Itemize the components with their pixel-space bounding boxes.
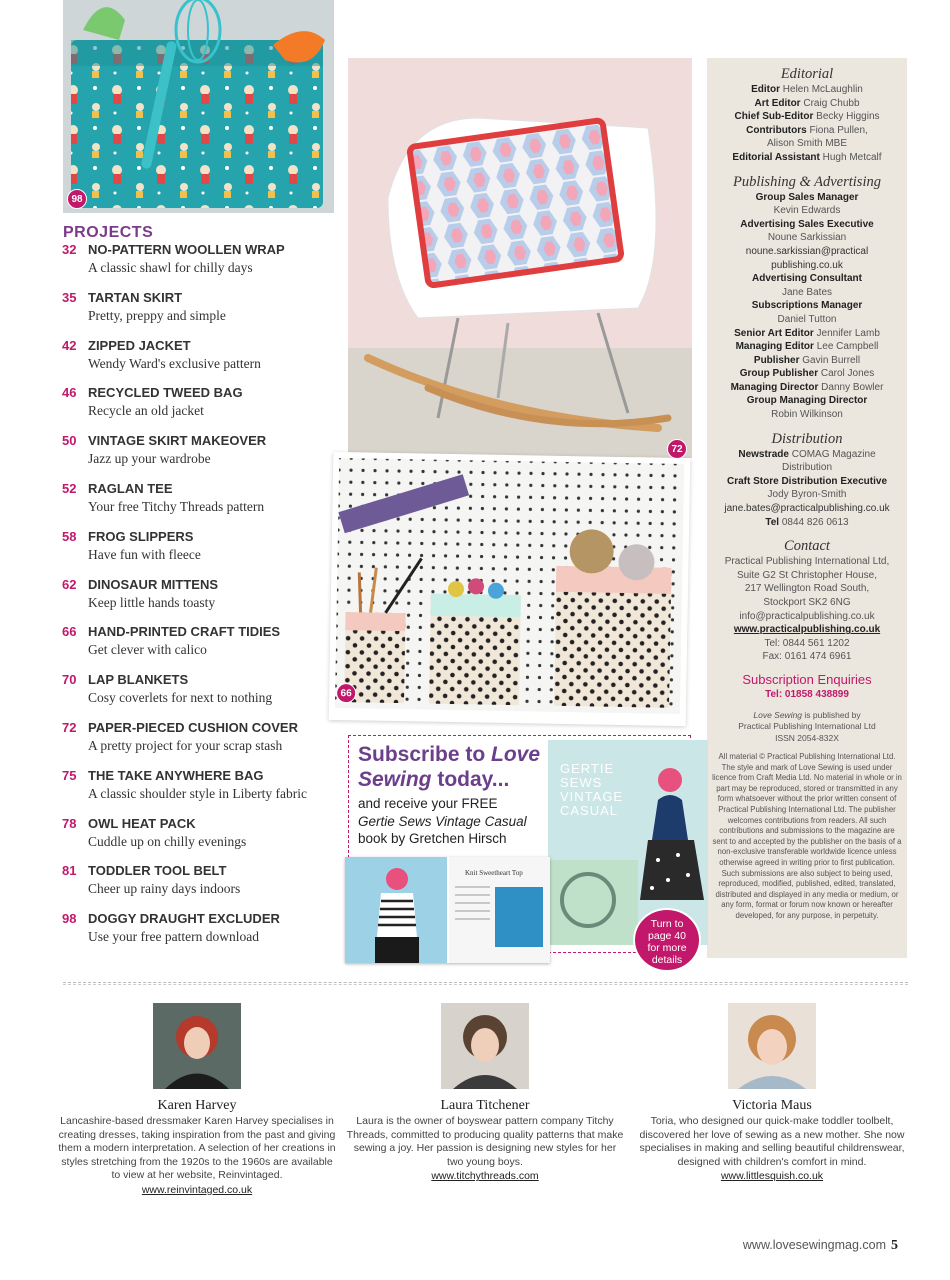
list-item[interactable] <box>62 338 337 386</box>
apron-photo <box>63 0 334 213</box>
contact-website-link[interactable]: www.practicalpublishing.co.uk <box>733 624 881 636</box>
contributor-bio: Laura is the owner of boyswear pattern company Titchy Threads, committed to producing quality patterns that make sewing a joy. Her passion is designing new styles for her two young boys. <box>346 1115 624 1168</box>
project-page: 66 <box>62 624 77 640</box>
list-item[interactable] <box>62 242 337 290</box>
credit-contributors: Contributors Fiona Pullen, <box>746 124 868 136</box>
book-title: GERTIE SEWS VINTAGE CASUAL <box>560 761 624 818</box>
project-desc: Have fun with fleece <box>88 546 201 562</box>
list-item[interactable] <box>62 385 337 433</box>
projects-heading: PROJECTS <box>63 224 154 241</box>
project-title: HAND-PRINTED CRAFT TIDIES <box>88 624 281 640</box>
credit-gmd-name: Robin Wilkinson <box>771 409 843 421</box>
credit-subs-name: Daniel Tutton <box>777 313 837 325</box>
list-item[interactable] <box>62 720 337 768</box>
project-page: 42 <box>62 337 77 353</box>
credit-art-editor: Art Editor Craig Chubb <box>754 97 860 109</box>
page-number: 5 <box>891 1238 898 1253</box>
contact-email[interactable]: info@practicalpublishing.co.uk <box>739 610 875 622</box>
contact-tel: Tel: 0844 561 1202 <box>764 637 850 649</box>
credit-senior-art: Senior Art Editor Jennifer Lamb <box>734 327 880 339</box>
credit-adv-exec: Advertising Sales Executive <box>740 218 874 230</box>
contact-heading: Contact <box>784 538 830 555</box>
credit-editorial-assistant: Editorial Assistant Hugh Metcalf <box>732 151 882 163</box>
page-badge-98: 98 <box>67 189 87 209</box>
contact-line: Practical Publishing International Ltd, <box>724 556 890 568</box>
contact-line: Suite G2 St Christopher House, <box>736 569 878 581</box>
credit-adv-email[interactable]: noune.sarkissian@practical <box>745 245 869 257</box>
subscription-enquiries-heading: Subscription Enquiries <box>742 671 872 687</box>
project-page: 58 <box>62 528 77 544</box>
contact-line: Stockport SK2 6NG <box>763 597 851 608</box>
project-desc: Keep little hands toasty <box>88 594 216 610</box>
project-desc: Cheer up rainy days indoors <box>88 881 241 897</box>
project-title: FROG SLIPPERS <box>88 528 194 544</box>
project-title: VINTAGE SKIRT MAKEOVER <box>88 433 267 449</box>
project-title: RAGLAN TEE <box>88 480 173 496</box>
list-item[interactable] <box>62 433 337 481</box>
project-desc: A classic shawl for chilly days <box>88 260 253 275</box>
project-title: OWL HEAT PACK <box>88 815 196 831</box>
credit-contributors-cont: Alison Smith MBE <box>766 138 848 150</box>
project-title: NO-PATTERN WOOLLEN WRAP <box>88 242 285 257</box>
contributor-name: Victoria Maus <box>732 1098 812 1113</box>
contributor-website-link[interactable]: www.littlesquish.co.uk <box>720 1170 824 1183</box>
section-divider <box>63 982 908 985</box>
credit-craft-name: Jody Byron-Smith <box>767 489 847 501</box>
list-item[interactable] <box>62 290 337 338</box>
contributor-card <box>57 1003 337 1197</box>
project-title: PAPER-PIECED CUSHION COVER <box>88 719 298 735</box>
contact-line: 217 Wellington Road South, <box>744 583 870 595</box>
project-page: 78 <box>62 815 77 831</box>
page-badge-72: 72 <box>667 439 687 458</box>
project-desc: Cuddle up on chilly evenings <box>88 833 247 849</box>
contributor-name: Karen Harvey <box>157 1098 237 1113</box>
list-item[interactable] <box>62 672 337 720</box>
credit-adv-email-cont[interactable]: publishing.co.uk <box>771 259 843 271</box>
project-page: 32 <box>62 242 77 257</box>
book-spread-image <box>345 857 550 963</box>
imprint-line: Love Sewing is published by <box>753 709 861 720</box>
credit-gmd: Group Managing Director <box>746 395 868 407</box>
project-page: 62 <box>62 576 77 592</box>
project-title: TARTAN SKIRT <box>88 289 183 305</box>
imprint-publisher: Practical Publishing International Ltd <box>738 721 876 732</box>
project-title: THE TAKE ANYWHERE BAG <box>88 767 264 783</box>
project-page: 52 <box>62 480 77 496</box>
project-list <box>62 242 337 959</box>
credit-publisher: Publisher Gavin Burrell <box>753 354 861 366</box>
cushion-chair-photo <box>348 58 692 458</box>
project-desc: Use your free pattern download <box>88 929 259 945</box>
project-title: DOGGY DRAUGHT EXCLUDER <box>88 911 280 927</box>
credit-craft: Craft Store Distribution Executive <box>726 475 888 487</box>
project-title: ZIPPED JACKET <box>88 337 191 353</box>
project-page: 75 <box>62 767 77 783</box>
distribution-heading: Distribution <box>771 430 843 447</box>
project-desc: A pretty project for your scrap stash <box>88 737 283 753</box>
page-badge-66: 66 <box>336 683 356 703</box>
contributor-card <box>632 1003 912 1183</box>
project-page: 72 <box>62 719 77 735</box>
contributor-card <box>345 1003 625 1183</box>
legal-text: All material © Practical Publishing International Ltd. The style and mark of Love Sewing is used under licence from Craft Media Ltd. No material in whole or in part may be reproduced, stored or transmitted in any form whatsoever without the prior written consent of Practical Publishing International Ltd. The publisher welcomes contributions from readers. All such contributions and submissions to the magazine are sent to and accepted by the publisher on the basis of a non-exclusive transferable worldwide licence unless otherwise agreed in writing prior to first publication. Such submissions are also subject to being used, reproduced, modified, published, edited, translated, distributed and displayed in any media or medium, or any form, format or forum now known or hereafter developed, for any purpose, in perpetuity. <box>712 752 902 920</box>
publishing-heading: Publishing & Advertising <box>733 173 881 190</box>
subscribe-body: and receive your FREE Gertie Sews Vintage Casual book by Gretchen Hirsch <box>358 796 527 846</box>
project-desc: Get clever with calico <box>88 642 207 658</box>
editorial-sidebar <box>707 58 907 958</box>
craft-tidies-photo <box>329 452 691 726</box>
list-item[interactable] <box>62 481 337 529</box>
credit-newstrade: Newstrade COMAG Magazine <box>738 448 876 460</box>
contributor-website-link[interactable]: www.titchythreads.com <box>431 1170 539 1183</box>
project-desc: Recycle an old jacket <box>88 403 204 419</box>
contributor-bio: Lancashire-based dressmaker Karen Harvey specialises in creating dresses, taking inspiration from the past and giving them a modern interpretation. A selection of her creations in styles stretching from the 1920s to the 1960s are available to view at her website, Reinvintaged. <box>58 1115 336 1182</box>
list-item[interactable] <box>62 624 337 672</box>
turn-to-page-badge[interactable] <box>633 908 701 972</box>
contributor-bio: Toria, who designed our quick-make toddler toolbelt, discovered her love of sewing as a new mother. She now specialises in making and selling beautiful childrenswear, designed with children's comfort in mind. <box>639 1115 905 1168</box>
credit-adv-consult-name: Jane Bates <box>781 286 833 298</box>
editorial-heading: Editorial <box>780 66 834 82</box>
project-page: 98 <box>62 911 77 927</box>
footer <box>743 1238 898 1254</box>
project-desc: Wendy Ward's exclusive pattern <box>88 355 261 371</box>
list-item[interactable] <box>62 577 337 625</box>
contributor-name: Laura Titchener <box>440 1098 530 1113</box>
credit-adv-consult: Advertising Consultant <box>751 273 862 285</box>
avatar <box>441 1003 529 1089</box>
footer-url[interactable]: www.lovesewingmag.com <box>742 1238 886 1252</box>
project-desc: Your free Titchy Threads pattern <box>88 498 265 514</box>
project-page: 81 <box>62 863 77 879</box>
project-title: DINOSAUR MITTENS <box>88 576 218 592</box>
project-title: LAP BLANKETS <box>88 672 189 688</box>
credit-chief-sub: Chief Sub-Editor Becky Higgins <box>734 111 880 123</box>
project-desc: Cosy coverlets for next to nothing <box>88 690 273 706</box>
subscribe-heading: Subscribe to Love Sewing today... <box>358 743 541 791</box>
credit-newstrade-cont: Distribution <box>781 462 833 474</box>
credit-subs: Subscriptions Manager <box>751 300 863 312</box>
credit-managing-director: Managing Director Danny Bowler <box>730 381 884 393</box>
project-page: 50 <box>62 433 77 449</box>
imprint-issn: ISSN 2054-832X <box>775 732 839 743</box>
credit-group-sales: Group Sales Manager <box>755 191 859 203</box>
credit-craft-email[interactable]: jane.bates@practicalpublishing.co.uk <box>724 503 890 515</box>
spread-heading: Knit Sweetheart Top <box>465 869 523 877</box>
avatar <box>153 1003 241 1089</box>
project-desc: Pretty, preppy and simple <box>88 307 226 323</box>
project-title: RECYCLED TWEED BAG <box>88 385 243 401</box>
credit-adv-exec-name: Noune Sarkissian <box>767 232 847 244</box>
list-item[interactable] <box>62 529 337 577</box>
credit-editor: Editor Helen McLaughlin <box>751 84 863 95</box>
list-item[interactable] <box>62 863 337 911</box>
project-page: 70 <box>62 672 77 688</box>
credit-managing-editor: Managing Editor Lee Campbell <box>735 341 879 353</box>
list-item[interactable] <box>62 816 337 864</box>
list-item[interactable] <box>62 768 337 816</box>
contributor-website-link[interactable]: www.reinvintaged.co.uk <box>141 1183 253 1196</box>
list-item[interactable] <box>62 911 337 959</box>
contact-fax: Fax: 0161 474 6961 <box>762 651 852 663</box>
subscription-tel: Tel: 01858 438899 <box>765 688 849 700</box>
project-desc: Jazz up your wardrobe <box>88 451 211 467</box>
avatar <box>728 1003 816 1089</box>
credit-group-publisher: Group Publisher Carol Jones <box>739 368 875 380</box>
credit-group-sales-name: Kevin Edwards <box>773 205 841 217</box>
project-desc: A classic shoulder style in Liberty fabric <box>88 785 307 801</box>
project-page: 35 <box>62 289 77 305</box>
project-page: 46 <box>62 385 77 401</box>
credit-tel: Tel 0844 826 0613 <box>765 516 849 528</box>
turn-to-label: Turn to page 40 for more details <box>647 918 687 966</box>
project-title: TODDLER TOOL BELT <box>88 863 227 879</box>
